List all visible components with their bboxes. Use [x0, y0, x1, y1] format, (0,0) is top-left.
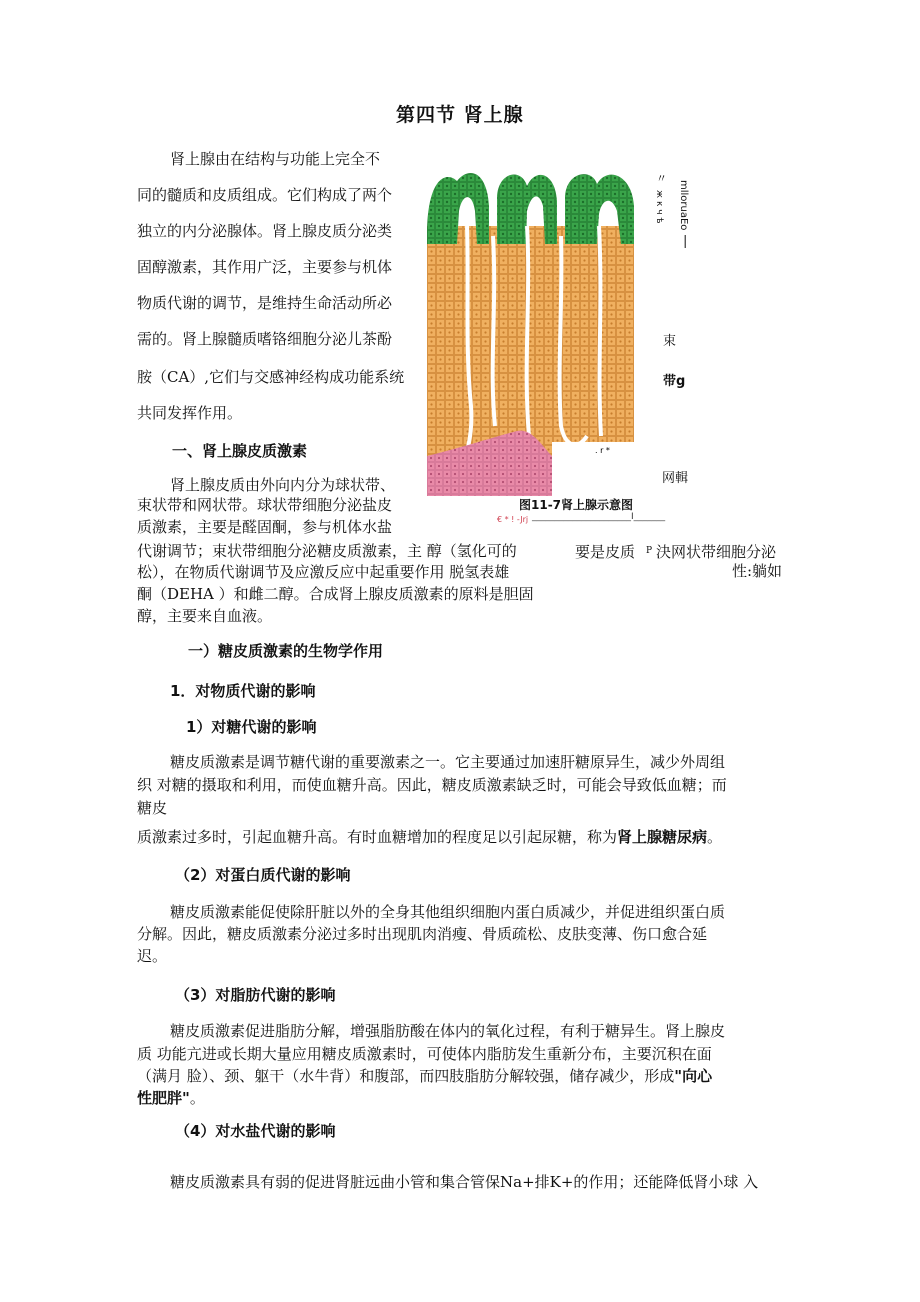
subheading-fat: （3）对脂肪代谢的影响 — [175, 986, 336, 1004]
fat-line — [137, 1065, 712, 1086]
subheading-glucocorticoid-effects: 一）糖皮质激素的生物学作用 — [188, 642, 384, 660]
subheading-sugar: 1）对糖代谢的影响 — [186, 718, 317, 736]
protein-line: 糖皮质激素能促使除肝脏以外的全身其他组织细胞内蛋白质减少，并促进组织蛋白质 — [170, 903, 726, 921]
intro-line: 胺（CA）,它们与交感神经构成功能系统 — [137, 368, 405, 386]
cortex-line: 质激素，主要是醛固酮，参与机体水盐 — [137, 518, 393, 536]
cortex-line: 肾上腺皮质由外向内分为球状带、 — [170, 476, 396, 494]
section-heading-cortex: 一、肾上腺皮质激素 — [172, 442, 308, 460]
figure-label-small: 〃 — [656, 172, 667, 185]
figure-label-reticularis: 网輯 — [662, 471, 689, 486]
intro-line: 同的髓质和皮质组成。它们构成了两个 — [137, 186, 393, 204]
fat-line: 质 功能亢进或长期大量应用糖皮质激素时，可使体内脂肪发生重新分布，主要沉积在面 — [137, 1045, 712, 1063]
fat-line-text: （满月 脸）、颈、躯干（水牛背）和腹部，而四肢脂肪分解较强，储存减少，形成 — [137, 1067, 675, 1085]
cortex-line: 酮（DEHA ）和雌二醇。合成肾上腺皮质激素的原料是胆固 — [137, 585, 534, 603]
figure-label-bar: | — [683, 234, 688, 249]
side-text-fragment: P — [646, 546, 653, 556]
subheading-metabolism: 1．对物质代谢的影响 — [170, 682, 316, 700]
fat-last-end: 。 — [189, 1089, 205, 1107]
figure-label-capsule: mlloruaEo — [678, 180, 689, 231]
fat-line-last — [137, 1087, 205, 1108]
sugar-last-plain: 质激素过多时，引起血糖升高。有时血糖增加的程度足以引起尿糖，称为 — [137, 828, 618, 846]
sugar-last-end: 。 — [707, 828, 723, 846]
protein-line: 分解。因此，糖皮质激素分泌过多时出现肌肉消瘦、骨质疏松、皮肤变薄、伤口愈合延 — [137, 925, 708, 943]
sugar-line: 糖皮 — [137, 799, 168, 817]
figure-under-mark: € * ! -Jrj — [497, 515, 529, 524]
figure-label-small-vertical: ж к ч ѣ — [654, 190, 664, 224]
cortex-line: 代谢调节；束状带细胞分泌糖皮质激素，主 醇（氢化可的 — [137, 542, 517, 560]
figure-label-mark: . r * — [595, 446, 610, 455]
intro-line: 物质代谢的调节，是维持生命活动所必 — [137, 294, 393, 312]
protein-line: 迟。 — [137, 947, 168, 965]
sugar-line: 糖皮质激素是调节糖代谢的重要激素之一。它主要通过加速肝糖原异生，减少外周组 — [170, 753, 726, 771]
cortex-line: 松），在物质代谢调节及应激反应中起重要作用 脱氢表雄 — [137, 563, 510, 581]
figure-label-fasciculata-2: 带g — [663, 374, 686, 389]
cortex-line: 束状带和网状带。球状带细胞分泌盐皮 — [137, 496, 393, 514]
page-title: 第四节 肾上腺 — [396, 104, 524, 126]
water-line: 糖皮质激素具有弱的促进肾脏远曲小管和集合管保Na+排K+的作用；还能降低肾小球 入 — [170, 1173, 759, 1191]
adrenal-schematic-figure — [427, 166, 637, 496]
figure-label-fasciculata: 束 — [663, 334, 677, 349]
figure-under-line: ______________________I_______ — [532, 512, 666, 522]
side-text-fragment: 決网状带细胞分泌 — [656, 543, 777, 561]
central-obesity-quote: "向心 — [674, 1067, 713, 1085]
side-text-fragment: 要是皮质 — [575, 543, 636, 561]
sugar-line: 织 对糖的摄取和利用，而使血糖升高。因此，糖皮质激素缺乏时，可能会导致低血糖；而 — [137, 776, 727, 794]
intro-line: 固醇激素，其作用广泛，主要参与机体 — [137, 258, 393, 276]
central-obesity-term: 性肥胖" — [137, 1089, 190, 1107]
subheading-protein: （2）对蛋白质代谢的影响 — [175, 866, 351, 884]
figure-caption: 图11-7肾上腺示意图 — [519, 498, 634, 512]
adrenal-diabetes-term: 肾上腺糖尿病 — [617, 828, 708, 846]
subheading-water-salt: （4）对水盐代谢的影响 — [175, 1122, 336, 1140]
fat-line: 糖皮质激素促进脂肪分解，增强脂肪酸在体内的氧化过程，有利于糖异生。肾上腺皮 — [170, 1022, 726, 1040]
intro-line: 肾上腺由在结构与功能上完全不 — [170, 150, 381, 168]
intro-line: 共同发挥作用。 — [137, 404, 243, 422]
intro-line: 独立的内分泌腺体。肾上腺皮质分泌类 — [137, 222, 393, 240]
cortex-line: 醇，主要来自血液。 — [137, 607, 273, 625]
sugar-line-last — [137, 826, 722, 847]
side-text-fragment: 性:躺如 — [732, 562, 783, 580]
intro-line: 需的。肾上腺髓质嗜铬细胞分泌儿茶酚 — [137, 330, 393, 348]
